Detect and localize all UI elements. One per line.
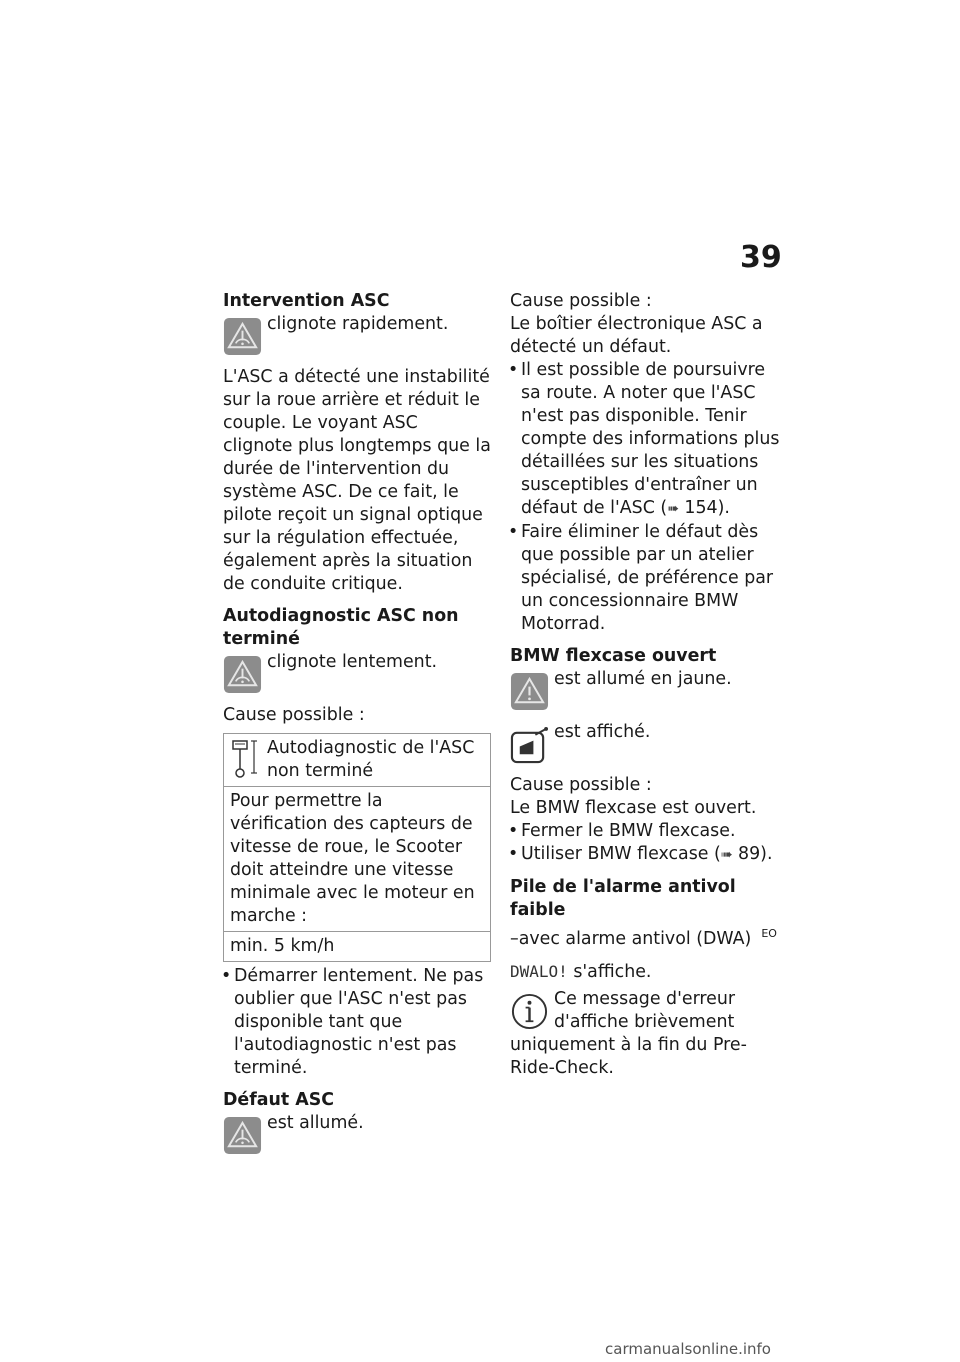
list-item: • Utiliser BMW flexcase (➠ 89). [510,843,780,867]
flexcase-indicator-text: est affiché. [554,722,651,742]
list-item: • Démarrer lentement. Ne pas oublier que l'ASC n'est pas disponible tant que l'autodiagnostic n'est pas terminé. [223,965,491,1080]
cause-label: Cause possible : [510,291,652,311]
selfdiag-title: Autodiagnostic de l'ASC non terminé [267,738,475,781]
cause-label: Cause possible : [223,705,365,725]
asc-fast-blink-text: clignote rapidement. [267,314,449,334]
list-item: • Faire éliminer le défaut dès que possible par un atelier spécialisé, de préférence par un concessionnaire BMW Motorrad. [510,521,780,636]
info-text: Ce message d'erreur d'affiche brièvement [554,988,736,1032]
asc-warning-icon [223,1116,262,1155]
info-text-continued: uniquement à la fin du Pre-Ride-Check. [510,1034,747,1078]
flexcase-icon [510,725,549,764]
watermark: carmanualsonline.info [605,1340,771,1358]
display-message-row: DWALO! s'affiche. [510,961,652,982]
cause-label: Cause possible : [510,775,652,795]
heading-flexcase-open: BMW flexcase ouvert [510,646,717,666]
general-warning-icon [510,672,549,711]
asc-warning-icon [223,655,262,694]
asc-fault-row [223,1112,491,1156]
heading-alarm-battery: Pile de l'alarme antivol faible [510,877,736,920]
flexcase-indicator-row [510,721,780,765]
page-number: 39 [740,240,782,275]
list-item: • Fermer le BMW flexcase. [510,820,780,843]
info-row [510,988,780,1034]
heading-asc-selfdiag: Autodiagnostic ASC non terminé [223,606,459,649]
flexcase-warning-row [510,668,780,712]
page-reference-link[interactable]: 89 [738,844,761,864]
selfdiag-min-speed: min. 5 km/h [224,932,491,962]
speed-sensor-icon [230,737,260,779]
reference-arrow-icon: ➠ [720,847,733,863]
list-item: • Il est possible de poursuivre sa route. A noter que l'ASC n'est pas disponible. Tenir compte des informations plus détaillées sur les situations susceptibles d'entraîner un défaut de l'ASC (➠ 154). [510,359,780,521]
left-column [223,290,491,1156]
selfdiag-description: Pour permettre la vérification des capteurs de vitesse de roue, le Scooter doit atteindre une vitesse minimale avec le moteur en marche : [224,787,491,932]
selfdiag-table [223,733,491,962]
heading-asc-fault: Défaut ASC [223,1090,335,1110]
info-icon [510,992,549,1031]
asc-fast-blink-row [223,313,491,357]
display-code: DWALO! [510,961,568,981]
reference-arrow-icon: ➠ [667,501,679,517]
heading-asc-intervention: Intervention ASC [223,291,390,311]
flexcase-cause: Le BMW flexcase est ouvert. [510,798,757,818]
asc-slow-blink-row [223,651,491,695]
page-reference-link[interactable]: 154 [684,498,718,518]
asc-fault-text: est allumé. [267,1113,364,1133]
right-column [510,290,780,1080]
asc-warning-icon [223,317,262,356]
option-badge: EO [761,927,777,940]
selfdiag-row [230,737,484,783]
asc-slow-blink-text: clignote lentement. [267,652,438,672]
asc-fault-cause: Le boîtier électronique ASC a détecté un défaut. [510,314,763,357]
asc-intervention-paragraph: L'ASC a détecté une instabilité sur la roue arrière et réduit le couple. Le voyant ASC clignote plus longtemps que la durée de l'intervention du système ASC. De ce fait, le pilote reçoit un signal optique sur la régulation effectuée, également après la situation de conduite critique. [223,367,491,594]
alarm-equipment-note: –avec alarme antivol (DWA) $^{EO}$ [510,927,777,949]
flexcase-warning-text: est allumé en jaune. [554,669,732,689]
